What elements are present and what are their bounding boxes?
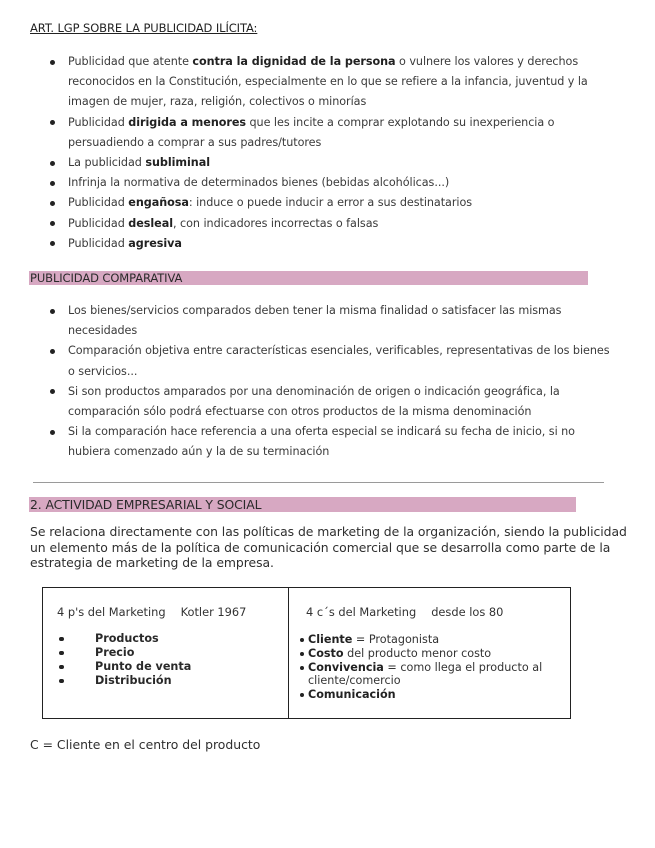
section-heading-comparativa: PUBLICIDAD COMPARATIVA [29, 271, 588, 285]
list-item: Publicidad que atente contra la dignidad de la persona o vulnere los valores y derechos reconocidos en la Constitución, especialmente en lo que se refiere a la infancia, juventud y la imagen de mujer, raza, religión, colectivos o minorías [30, 52, 610, 113]
ilicita-list [30, 52, 610, 254]
list-item: Cliente = Protagonista [300, 633, 562, 647]
list-item: Precio [57, 646, 191, 660]
table-cell-right-heading: 4 c´s del Marketing desde los 80 [306, 605, 504, 619]
four-ps-list [57, 632, 191, 688]
list-item: La publicidad subliminal [30, 153, 610, 173]
list-item: Si la comparación hace referencia a una oferta especial se indicará su fecha de inicio, si no hubiera comenzado aún y la de su terminación [30, 422, 610, 462]
list-item: Convivencia = como llega el producto al cliente/comercio [300, 661, 562, 689]
list-item: Publicidad desleal, con indicadores incorrectas o falsas [30, 214, 610, 234]
marketing-comparison-table [42, 587, 571, 719]
list-item: Publicidad agresiva [30, 234, 610, 254]
column-divider [288, 588, 289, 718]
list-item: Publicidad engañosa: induce o puede inducir a error a sus destinatarios [30, 193, 610, 213]
section-heading-ilicita: ART. LGP SOBRE LA PUBLICIDAD ILÍCITA: [30, 21, 258, 35]
list-item: Distribución [57, 674, 191, 688]
list-item: Productos [57, 632, 191, 646]
list-item: Comparación objetiva entre características esenciales, verificables, representativas de los bienes o servicios... [30, 341, 610, 381]
list-item: Punto de venta [57, 660, 191, 674]
list-item: Infrinja la normativa de determinados bienes (bebidas alcohólicas...) [30, 173, 610, 193]
four-cs-list [300, 633, 562, 702]
section-heading-actividad: 2. ACTIVIDAD EMPRESARIAL Y SOCIAL [29, 497, 576, 512]
list-item: Los bienes/servicios comparados deben tener la misma finalidad o satisfacer las mismas necesidades [30, 301, 610, 341]
horizontal-divider [33, 482, 604, 483]
comparativa-list [30, 301, 610, 463]
body-paragraph: Se relaciona directamente con las políticas de marketing de la organización, siendo la publicidad un elemento más de la política de comunicación comercial que se desarrolla como parte de la estrategia de marketing de la empresa. [30, 524, 627, 571]
table-cell-left-heading: 4 p's del Marketing Kotler 1967 [57, 605, 247, 619]
footer-note: C = Cliente en el centro del producto [30, 737, 261, 752]
list-item: Publicidad dirigida a menores que les incite a comprar explotando su inexperiencia o persuadiendo a comprar a sus padres/tutores [30, 113, 610, 153]
list-item: Comunicación [300, 688, 562, 702]
list-item: Si son productos amparados por una denominación de origen o indicación geográfica, la comparación sólo podrá efectuarse con otros productos de la misma denominación [30, 382, 610, 422]
list-item: Costo del producto menor costo [300, 647, 562, 661]
